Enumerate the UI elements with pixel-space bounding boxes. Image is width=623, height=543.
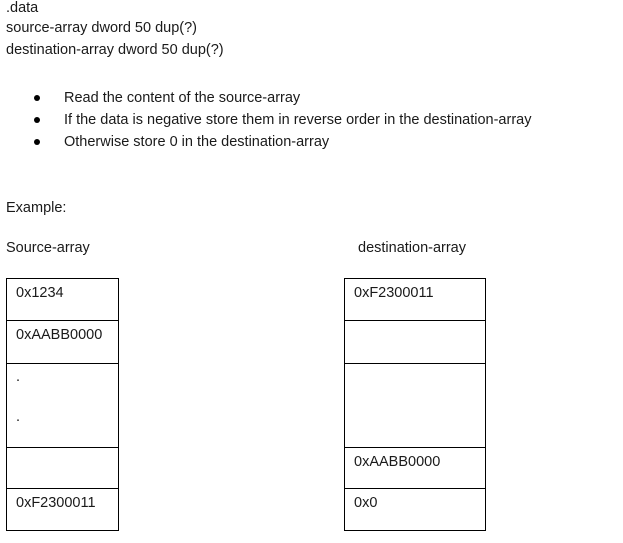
code-line-destination-array: destination-array dword 50 dup(?) bbox=[6, 42, 224, 58]
destination-array-title: destination-array bbox=[358, 240, 466, 256]
destination-cell: 0x0 bbox=[345, 488, 485, 531]
source-cell: 0xAABB0000 bbox=[7, 320, 118, 363]
source-array-table bbox=[6, 278, 119, 531]
code-line-source-array: source-array dword 50 dup(?) bbox=[6, 20, 198, 36]
source-cell-ellipsis bbox=[7, 363, 118, 447]
destination-cell bbox=[345, 320, 485, 363]
requirement-item bbox=[0, 87, 531, 109]
code-line-data: .data bbox=[6, 0, 39, 16]
source-array-title: Source-array bbox=[6, 240, 90, 256]
requirement-text: Otherwise store 0 in the destination-array bbox=[64, 134, 330, 150]
requirement-text: Read the content of the source-array bbox=[64, 90, 301, 106]
ellipsis-dot: . bbox=[16, 409, 21, 425]
source-cell bbox=[7, 447, 118, 488]
destination-cell: 0xF2300011 bbox=[345, 278, 485, 320]
source-cell: 0xF2300011 bbox=[7, 488, 118, 531]
destination-array-table bbox=[344, 278, 486, 531]
bullet-icon bbox=[34, 95, 40, 101]
requirements-list bbox=[0, 87, 531, 153]
bullet-icon bbox=[34, 139, 40, 145]
bullet-icon bbox=[34, 117, 40, 123]
ellipsis-dot: . bbox=[16, 369, 21, 385]
destination-cell: 0xAABB0000 bbox=[345, 447, 485, 488]
requirement-item bbox=[0, 131, 531, 153]
requirement-text: If the data is negative store them in reverse order in the destination-array bbox=[64, 112, 532, 128]
example-label: Example: bbox=[6, 200, 67, 216]
destination-cell bbox=[345, 363, 485, 447]
source-cell: 0x1234 bbox=[7, 278, 118, 320]
requirement-item bbox=[0, 109, 531, 131]
